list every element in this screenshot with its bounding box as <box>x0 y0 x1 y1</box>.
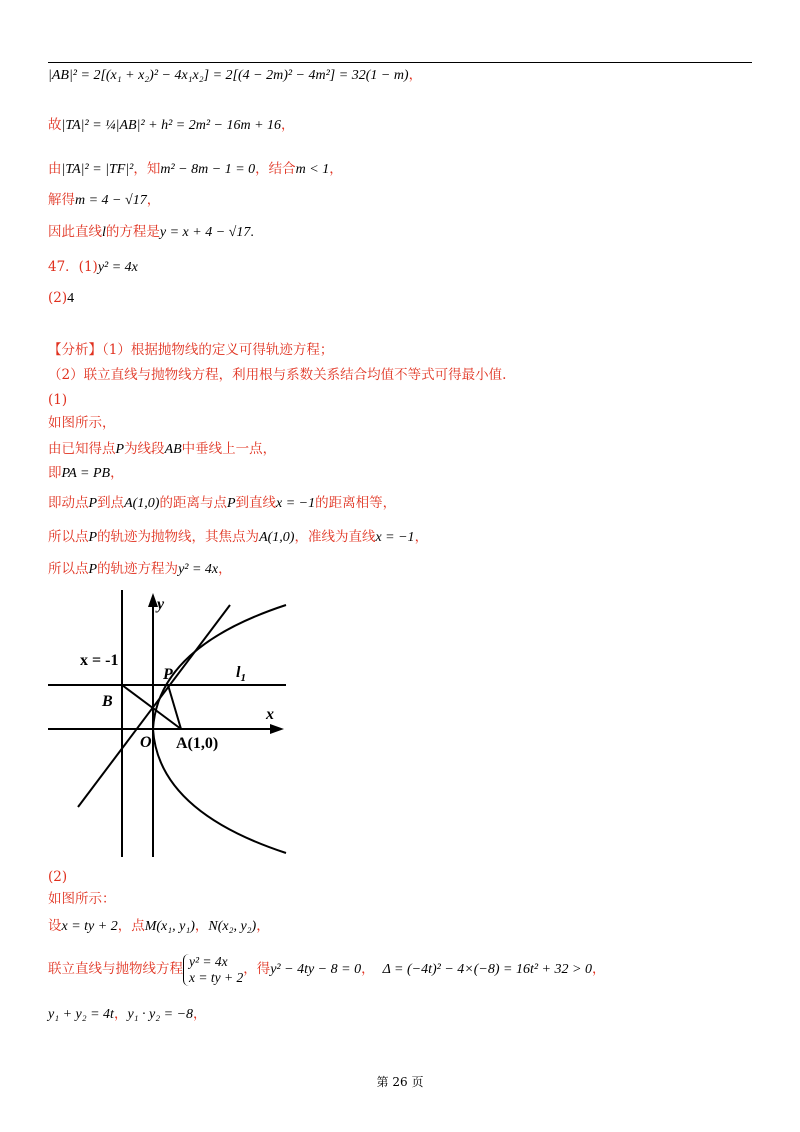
question-47-answer-1: 47．(1)y² = 4x <box>48 259 138 275</box>
equation-m-condition: 由|TA|² = |TF|²，知m² − 8m − 1 = 0，结合m < 1， <box>48 161 343 177</box>
part-1-label: (1) <box>48 392 68 408</box>
solution-m: 解得m = 4 − √17， <box>48 192 161 208</box>
label-x-axis: x <box>266 706 274 723</box>
page-number: 第 26 页 <box>376 1075 424 1089</box>
analysis-line-2: （2）联立直线与抛物线方程，利用根与系数关系结合均值不等式可得最小值. <box>48 367 507 383</box>
label-point-p: P <box>163 666 173 683</box>
segment-ba <box>122 685 181 729</box>
step-6: 所以点P的轨迹方程为y² = 4x， <box>48 561 232 577</box>
equation-ab-squared: |AB|² = 2[(x₁ + x₂)² − 4x₁x₂] = 2[(4 − 2m)² − 4m²] = 32(1 − m)， <box>48 67 423 83</box>
step-t4: y₁ + y₂ = 4t，y₁ · y₂ = −8， <box>48 1006 207 1022</box>
parabola-figure <box>40 585 300 865</box>
equation-system: y² = 4x x = ty + 2 <box>183 954 243 986</box>
segment-pa <box>168 685 181 729</box>
label-origin: O <box>140 734 152 751</box>
step-t1: 如图所示： <box>48 891 116 907</box>
x-axis-arrow <box>270 724 284 734</box>
label-y-axis: y <box>157 596 165 613</box>
line-l-equation: 因此直线l的方程是y = x + 4 − √17. <box>48 224 254 240</box>
step-3: 即PA = PB， <box>48 465 124 481</box>
math-ab-squared: |AB|² = 2[(x₁ + x₂)² − 4x₁x₂] = 2[(4 − 2m)² − 4m²] = 32(1 − m) <box>48 68 409 83</box>
step-1: 如图所示， <box>48 415 116 431</box>
question-47-answer-2: (2)4 <box>48 290 75 306</box>
label-point-a: A(1,0) <box>176 735 219 752</box>
step-4: 即动点P到点A(1,0)的距离与点P到直线x = −1的距离相等， <box>48 495 397 511</box>
part-2-label: (2) <box>48 869 68 885</box>
label-l1: $l_1$ <box>236 664 246 684</box>
equation-ta-squared: 故|TA|² = ¼|AB|² + h² = 2m² − 16m + 16， <box>48 117 295 133</box>
step-2: 由已知得点P为线段AB中垂线上一点， <box>48 441 277 457</box>
label-point-b: B <box>102 693 113 710</box>
header-rule <box>48 62 752 63</box>
analysis-line-1: 【分析】（1）根据抛物线的定义可得轨迹方程； <box>48 342 334 358</box>
math-ta-squared: |TA|² = ¼|AB|² + h² = 2m² − 16m + 16 <box>61 118 282 133</box>
step-t2: 设x = ty + 2，点M(x₁, y₁)，N(x₂, y₂)， <box>48 918 270 934</box>
step-5: 所以点P的轨迹为抛物线，其焦点为A(1,0)，准线为直线x = −1， <box>48 529 429 545</box>
step-t3: 联立直线与抛物线方程 y² = 4x x = ty + 2，得y² − 4ty − 8 = 0， Δ = (−4t)² − 4×(−8) = 16t² + 32 > 0， <box>48 953 606 985</box>
label-x-eq-neg1: x = -1 <box>80 652 119 669</box>
parabola-curve-lower <box>153 729 286 853</box>
